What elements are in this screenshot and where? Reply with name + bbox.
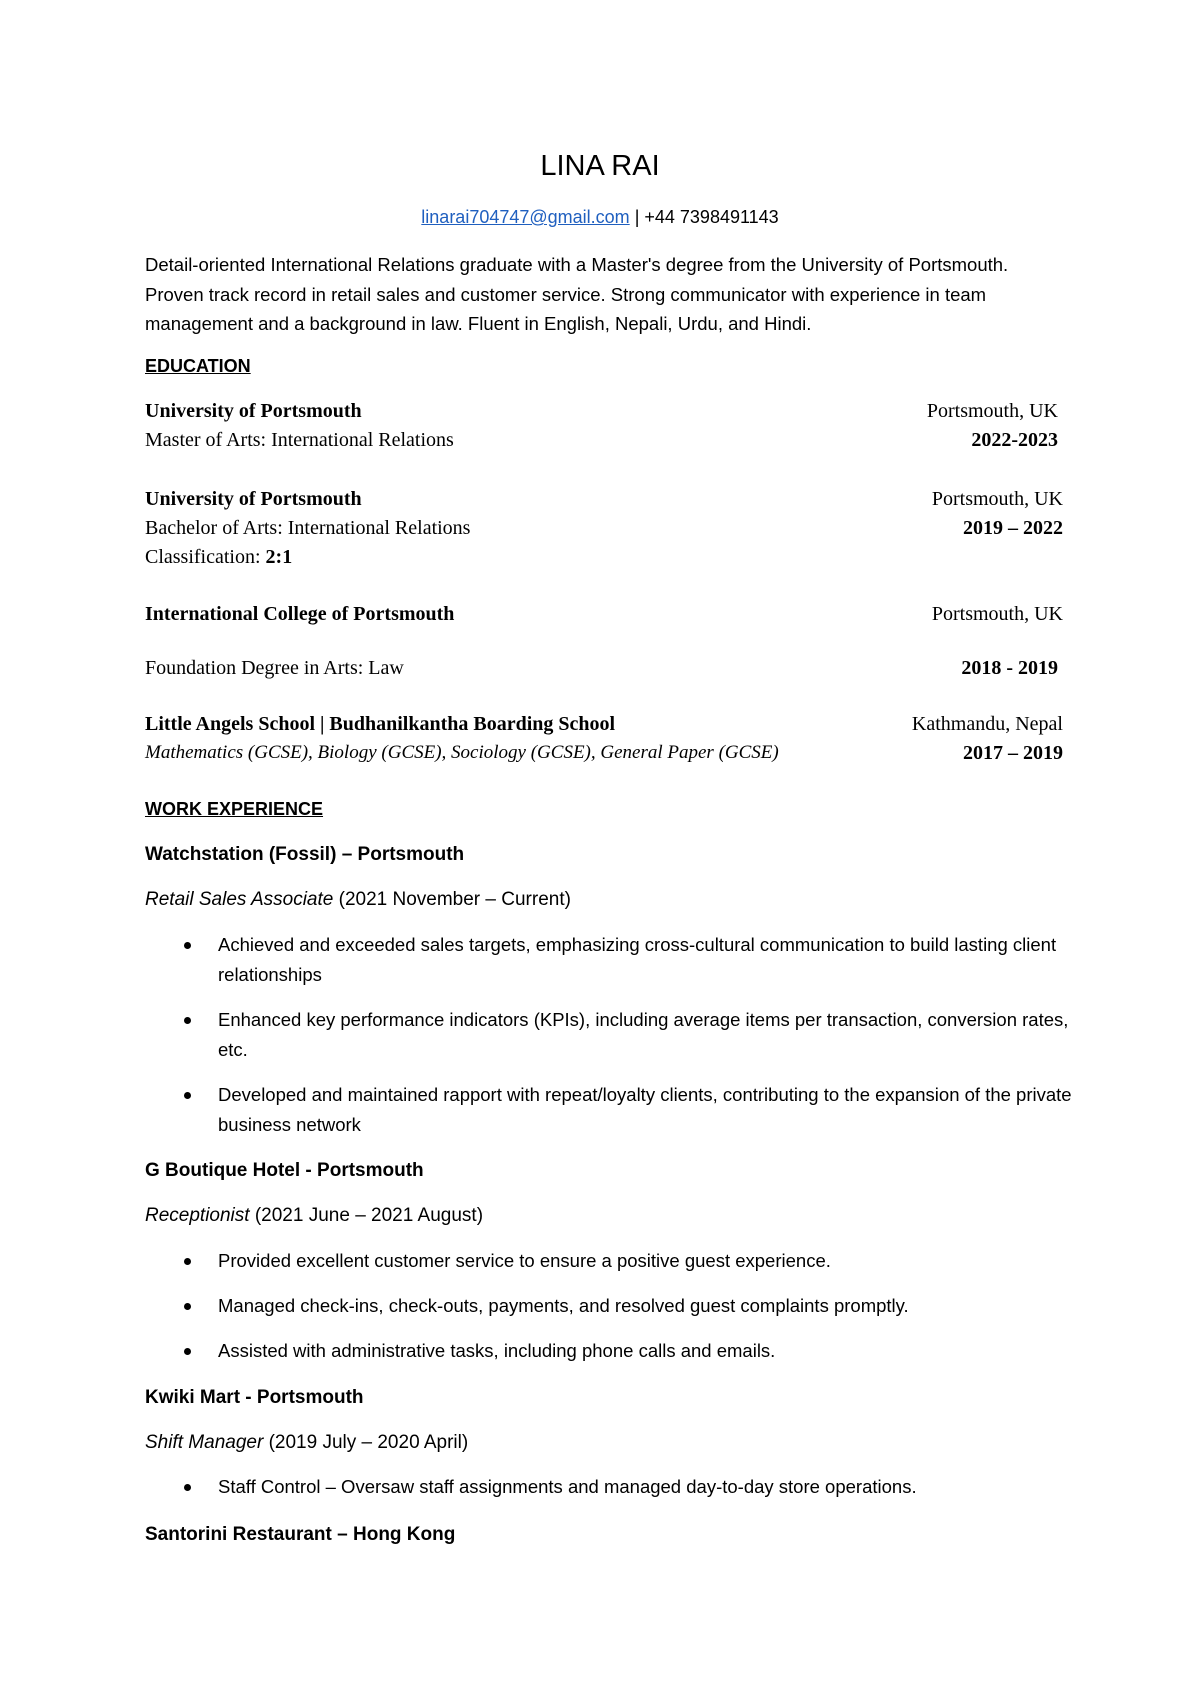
classification-value: 2:1 — [265, 546, 293, 568]
list-item — [145, 1336, 1075, 1366]
profile-summary: Detail-oriented International Relations graduate with a Master's degree from the University of Portsmouth. Proven track record in retail sales and customer service. Strong communicator with experience in team management and a background in law. Fluent in English, Nepali, Urdu, and Hindi. — [145, 254, 1009, 334]
job-period: (2019 July – 2020 April) — [263, 1432, 469, 1453]
list-item — [145, 930, 1075, 990]
job-employer: Santorini Restaurant – Hong Kong — [145, 1524, 456, 1545]
bullet-text: Staff Control – Oversaw staff assignments and managed day-to-day store operations. — [218, 1476, 917, 1497]
education-degree: Master of Arts: International Relations — [145, 429, 454, 451]
job-period: (2021 November – Current) — [333, 889, 571, 910]
job-employer: G Boutique Hotel - Portsmouth — [145, 1160, 424, 1181]
classification-label: Classification: — [145, 546, 266, 568]
job-employer: Kwiki Mart - Portsmouth — [145, 1387, 364, 1408]
job-role: Receptionist — [145, 1205, 250, 1226]
list-item — [145, 1472, 1075, 1502]
bullet-text: Enhanced key performance indicators (KPIs), including average items per transaction, conversion rates, etc. — [218, 1009, 1069, 1060]
education-location: Portsmouth, UK — [931, 488, 1063, 510]
job-employer: Watchstation (Fossil) – Portsmouth — [145, 844, 465, 865]
bullet-text: Provided excellent customer service to ensure a positive guest experience. — [218, 1250, 831, 1271]
list-item — [145, 1005, 1075, 1065]
job-period: (2021 June – 2021 August) — [249, 1205, 484, 1226]
bullet-text: Achieved and exceeded sales targets, emphasizing cross-cultural communication to build lasting client relationships — [218, 934, 1057, 985]
list-item — [145, 1291, 1075, 1321]
bullet-text: Assisted with administrative tasks, including phone calls and emails. — [218, 1340, 776, 1361]
phone-number: +44 7398491143 — [644, 207, 779, 227]
bullet-text: Managed check-ins, check-outs, payments, and resolved guest complaints promptly. — [218, 1295, 909, 1316]
bullet-icon — [184, 1017, 191, 1024]
education-dates: 2017 – 2019 — [963, 742, 1063, 764]
job-role-line — [145, 1205, 483, 1227]
bullet-icon — [184, 1484, 191, 1491]
bullet-icon — [184, 942, 191, 949]
job-role-line — [145, 1432, 468, 1454]
education-location: Portsmouth, UK — [931, 603, 1063, 625]
bullet-icon — [184, 1348, 191, 1355]
work-experience-heading: WORK EXPERIENCE — [145, 799, 324, 819]
bullet-icon — [184, 1092, 191, 1099]
job-role: Retail Sales Associate — [145, 889, 334, 910]
bullet-icon — [184, 1303, 191, 1310]
education-dates: 2022-2023 — [971, 429, 1058, 451]
education-heading: EDUCATION — [145, 356, 251, 376]
education-institution: University of Portsmouth — [145, 488, 362, 510]
job-bullet-list — [145, 1472, 1075, 1502]
list-item — [145, 1246, 1075, 1276]
bullet-icon — [184, 1258, 191, 1265]
education-classification — [145, 546, 292, 569]
education-dates: 2018 - 2019 — [961, 657, 1058, 679]
email-link[interactable]: linarai704747@gmail.com — [421, 207, 630, 227]
job-role-line — [145, 889, 571, 911]
education-institution: Little Angels School | Budhanilkantha Boarding School — [145, 713, 616, 735]
education-degree: Mathematics (GCSE), Biology (GCSE), Sociology (GCSE), General Paper (GCSE) — [145, 742, 779, 763]
education-degree: Bachelor of Arts: International Relations — [145, 517, 471, 539]
contact-separator: | — [629, 207, 645, 227]
education-institution: University of Portsmouth — [145, 400, 362, 422]
education-location: Kathmandu, Nepal — [911, 713, 1063, 735]
list-item — [145, 1080, 1075, 1140]
candidate-name: LINA RAI — [540, 150, 660, 182]
job-bullet-list — [145, 1246, 1075, 1366]
education-institution: International College of Portsmouth — [145, 603, 455, 625]
bullet-text: Developed and maintained rapport with repeat/loyalty clients, contributing to the expansion of the private business network — [218, 1084, 1072, 1135]
contact-line — [0, 207, 1200, 228]
job-bullet-list — [145, 930, 1075, 1140]
education-location: Portsmouth, UK — [926, 400, 1058, 422]
education-degree: Foundation Degree in Arts: Law — [145, 657, 404, 679]
education-dates: 2019 – 2022 — [963, 517, 1063, 539]
job-role: Shift Manager — [145, 1432, 264, 1453]
